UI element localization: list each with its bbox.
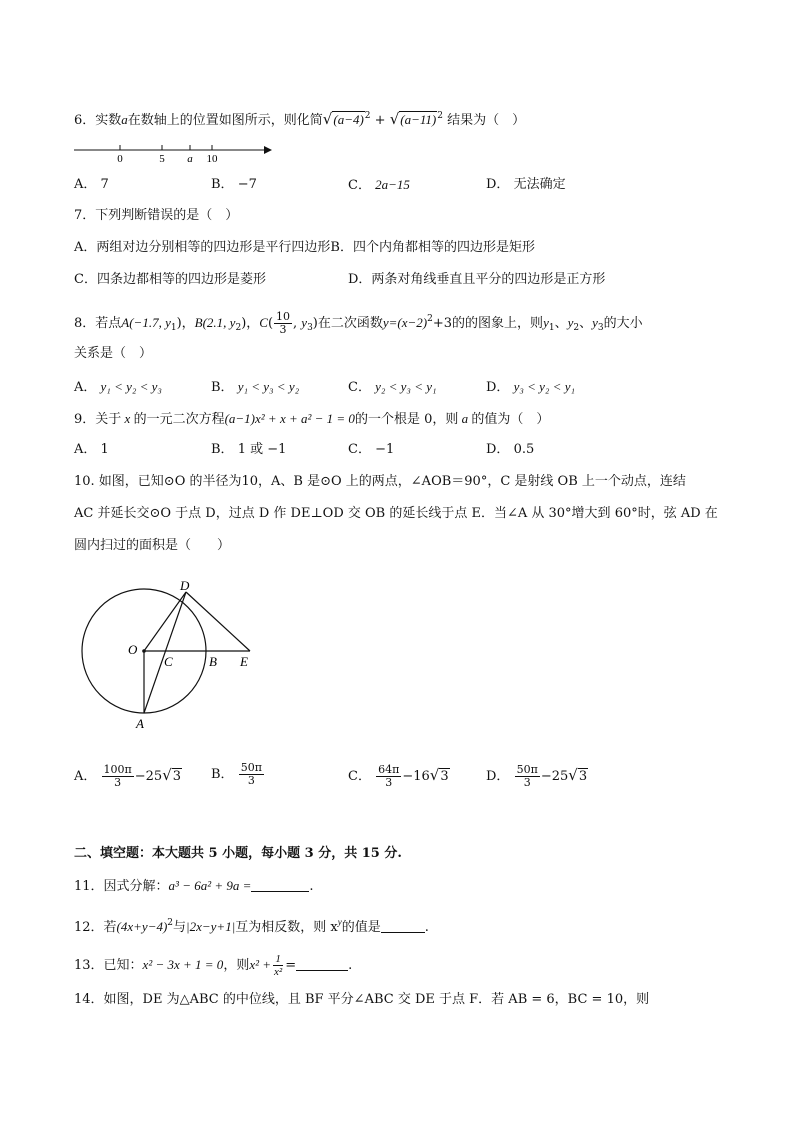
q8-stem: 8．若点A(−1.7, $y_1$)，B(2.1, $y_2$)，C( $\frac{10}{3}$ , $y_3$)在二次函数$y=(x-2)^2+3$的的图象上，则$y_1$、$y_2$、$y_3$的大小 bbox=[74, 310, 643, 336]
q8-option-b[interactable]: B． y₁ < y₃ < y₂ bbox=[211, 379, 300, 395]
q10-circle-figure bbox=[74, 578, 274, 738]
q10-option-b[interactable]: B． $\frac{50\pi}{3}$ bbox=[211, 761, 262, 787]
label-b: B bbox=[209, 654, 217, 669]
q12-stem: 12．若$(4x+y-4)^2$与|2x−y+1|互为相反数，则 $x^y$的值是 . bbox=[74, 917, 429, 935]
segment-de bbox=[186, 592, 250, 651]
q10-stem-line1: 10. 如图，已知⊙O 的半径为10，A、B 是⊙O 上的两点，∠AOB＝90°，C 是射线 OB 上一个动点，连结 bbox=[74, 474, 686, 489]
q10-stem-line3: 圆内扫过的面积是（ ） bbox=[74, 538, 231, 553]
q13-stem: 13．已知：x² − 3x + 1 = 0，则x² + $\frac{1}{\text{x²}}$ = . bbox=[74, 953, 353, 978]
q8-option-a[interactable]: A． y₁ < y₂ < y₃ bbox=[74, 379, 162, 395]
q6-option-a[interactable]: A． 7 bbox=[74, 177, 109, 192]
point-o bbox=[142, 649, 146, 653]
q8-stem-line2: 关系是（ ） bbox=[74, 346, 153, 361]
q14-stem: 14．如图，DE 为△ABC 的中位线，且 BF 平分∠ABC 交 DE 于点 F．若 AB = 6，BC = 10，则 bbox=[74, 992, 650, 1007]
label-c: C bbox=[164, 654, 173, 669]
q6-option-d[interactable]: D． 无法确定 bbox=[486, 177, 566, 192]
number-line-arrow bbox=[264, 146, 272, 154]
q9-option-a[interactable]: A． 1 bbox=[74, 442, 109, 457]
q9-option-b[interactable]: B． 1 或 −1 bbox=[211, 442, 287, 457]
q6-stem: 6．实数a在数轴上的位置如图所示，则化简$√(a-4)^2 + √(a-11)^2$ 结果为（ ） bbox=[74, 110, 526, 128]
q6-option-c[interactable]: C． 2a−15 bbox=[348, 177, 410, 193]
label-10: 10 bbox=[206, 153, 218, 165]
label-d: D bbox=[180, 578, 190, 593]
q10-option-a[interactable]: A． $\frac{100\pi}{3}$ −25√3 bbox=[74, 763, 182, 789]
label-a: A bbox=[136, 716, 144, 731]
label-0: 0 bbox=[117, 153, 123, 165]
q12-answer-blank[interactable] bbox=[381, 920, 425, 933]
q6-number-line bbox=[72, 140, 282, 166]
q7-stem: 7．下列判断错误的是（ ） bbox=[74, 208, 239, 223]
segment-od bbox=[144, 592, 186, 651]
q7-option-c[interactable]: C．四条边都相等的四边形是菱形 bbox=[74, 272, 266, 287]
section-2-title: 二、填空题：本大题共 5 小题，每小题 3 分，共 15 分. bbox=[74, 846, 402, 861]
q8-option-c[interactable]: C． y₂ < y₃ < y₁ bbox=[348, 379, 437, 395]
q8-option-d[interactable]: D． y₃ < y₂ < y₁ bbox=[486, 379, 575, 395]
q10-option-c[interactable]: C． $\frac{64\pi}{3}$ −16√3 bbox=[348, 763, 449, 789]
label-o: O bbox=[128, 642, 138, 657]
q6-option-b[interactable]: B． −7 bbox=[211, 177, 257, 192]
q7-option-a[interactable]: A．两组对边分别相等的四边形是平行四边形B．四个内角都相等的四边形是矩形 bbox=[74, 240, 535, 255]
q7-option-d[interactable]: D．两条对角线垂直且平分的四边形是正方形 bbox=[348, 272, 606, 287]
q11-answer-blank[interactable] bbox=[251, 879, 309, 892]
label-5: 5 bbox=[159, 153, 165, 165]
label-a: a bbox=[187, 153, 193, 165]
q10-option-d[interactable]: D． $\frac{50\pi}{3}$ −25√3 bbox=[486, 763, 588, 789]
q10-stem-line2: AC 并延长交⊙O 于点 D，过点 D 作 DE⊥OD 交 OB 的延长线于点 E．当∠A 从 30°增大到 60°时，弦 AD 在 bbox=[74, 506, 718, 521]
label-e: E bbox=[240, 654, 248, 669]
segment-ad bbox=[144, 592, 186, 713]
q9-option-d[interactable]: D． 0.5 bbox=[486, 442, 535, 457]
q13-answer-blank[interactable] bbox=[296, 958, 348, 971]
q11-stem: 11．因式分解：a³ − 6a² + 9a = . bbox=[74, 878, 314, 894]
q9-option-c[interactable]: C． −1 bbox=[348, 442, 395, 457]
q9-stem: 9．关于 x 的一元二次方程(a−1)x² + x + a² − 1 = 0的一个根是 0，则 a 的值为（ ） bbox=[74, 411, 550, 427]
